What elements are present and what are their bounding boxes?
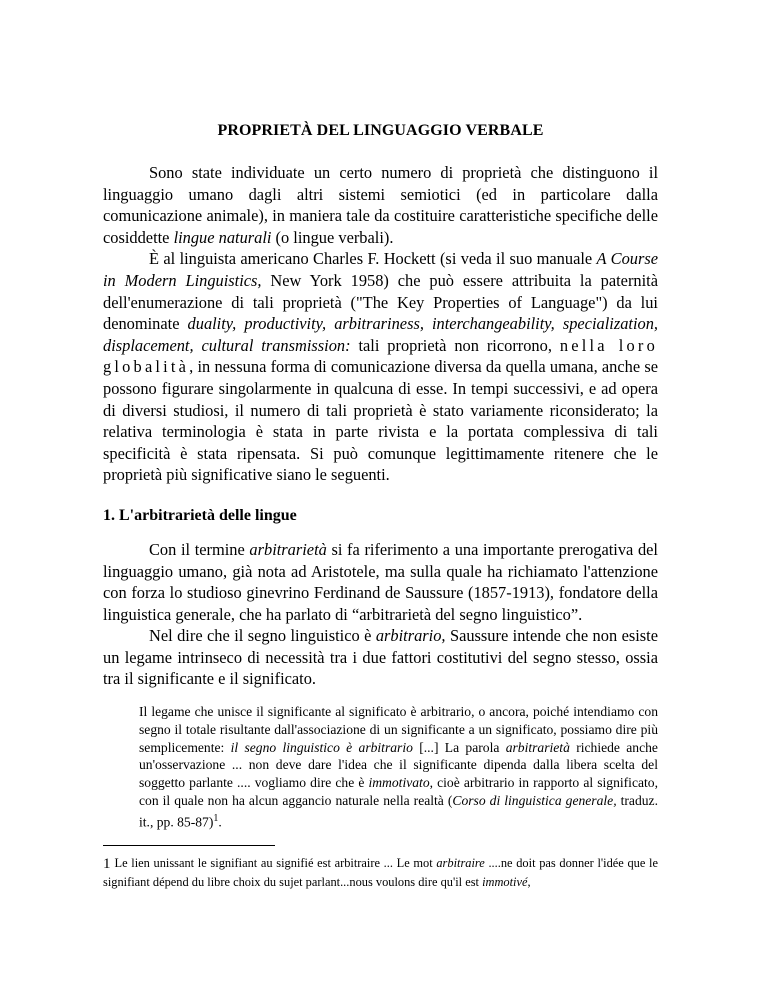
italic-term: immotivato: [368, 775, 430, 791]
text-run: richiede anche un'osservazione ... non deve dare l'idea che il significante dipenda dalla libera scelta del soggetto parlante .... vogliamo dire che è: [139, 739, 658, 791]
text-run: È al linguista americano Charles F. Hockett (si veda il suo manuale: [149, 249, 597, 269]
text-run: Il legame che unisce il significante al significato è arbitrario, o ancora, poiché intendiamo con segno il totale risultante dall'associazione di un significante a un significato, possiamo dire più semplicemente:: [139, 704, 658, 755]
text-run: [...] La parola: [412, 739, 506, 755]
italic-term: arbitrarietà: [249, 539, 327, 559]
footnote-divider: [103, 845, 275, 846]
italic-term: arbitraire: [436, 856, 485, 871]
italic-term: immotivé: [482, 875, 528, 890]
intro-paragraph-2: [103, 248, 658, 486]
text-run: ,: [527, 875, 531, 890]
italic-term: il segno linguistico è arbitrario: [230, 739, 413, 755]
book-title: Corso di linguistica generale,: [452, 793, 617, 809]
text-run: si fa riferimento a una importante prerogativa del linguaggio umano, già nota ad Aristotele, ma sulla quale ha richiamato l'attenzione con forza lo studioso ginevrino Ferdinand de Saussure (1857-1913), fondatore della linguistica generale, che ha parlato di “arbitrarietà del segno linguistico”.: [103, 539, 658, 624]
italic-term: arbitrario,: [375, 626, 446, 646]
text-run: Nel dire che il segno linguistico è: [149, 626, 376, 646]
text-run: ....ne doit pas donner l'idée que le signifiant dépend du libre choix du sujet parlant...nous voulons dire qu'il est: [103, 856, 658, 890]
text-run: tali proprietà non ricorrono,: [350, 335, 560, 355]
text-run: , cioè arbitrario in rapporto al significato, con il quale non ha alcun aggancio naturale nella realtà (: [139, 775, 658, 809]
footnote-reference[interactable]: 1: [213, 812, 219, 824]
section-heading: 1. L'arbitrarietà delle lingue: [103, 506, 297, 524]
spaced-emphasis: nella loro globalità: [103, 335, 658, 377]
page-title: PROPRIETÀ DEL LINGUAGGIO VERBALE: [217, 122, 544, 139]
text-run: Le lien unissant le signifiant au signifié est arbitraire ... Le mot: [114, 856, 437, 871]
text-run: .: [218, 814, 222, 830]
intro-paragraph-1: [103, 162, 658, 248]
book-title: A Course in Modern Linguistics,: [103, 249, 658, 290]
text-run: New York 1958) che può essere attribuita la paternità dell'enumerazione di tali proprietà ("The Key Properties of Language") da lui denominate: [103, 270, 658, 334]
italic-term: lingue naturali: [173, 227, 272, 247]
text-run: , in nessuna forma di comunicazione diversa da quella umana, anche se possono figurare singolarmente in qualcuna di esse. In tempi successivi, e ad opera di diversi studiosi, il numero di tali proprietà è stato variamente riconsiderato; la relativa terminologia è stata in parte rivista e la portata complessiva di tali specificità è stata ripensata. Si può comunque legittimamente ritenere che le proprietà più significative siano le seguenti.: [103, 357, 658, 485]
text-run: (o lingue verbali).: [271, 227, 394, 247]
text-run: traduz. it., pp. 85-87): [139, 793, 658, 830]
block-quote: [139, 703, 658, 831]
italic-term: arbitrarietà: [505, 739, 570, 755]
text-run: Con il termine: [149, 539, 250, 559]
section-paragraph-2: [103, 625, 658, 690]
italic-property-list: duality, productivity, arbitrariness, interchangeability, specialization, displacement, cultural transmission:: [103, 314, 658, 355]
footnote-marker: 1: [103, 856, 111, 873]
footnote: [103, 854, 658, 891]
section-paragraph-1: [103, 539, 658, 625]
text-run: Sono state individuate un certo numero di proprietà che distinguono il linguaggio umano dagli altri sistemi semiotici (ed in particolare dalla comunicazione animale), in maniera tale da costituire caratteristiche specifiche delle cosiddette: [103, 163, 658, 247]
text-run: Saussure intende che non esiste un legame intrinseco di necessità tra i due fattori costitutivi del segno stesso, ossia tra il significante e il significato.: [103, 626, 658, 689]
